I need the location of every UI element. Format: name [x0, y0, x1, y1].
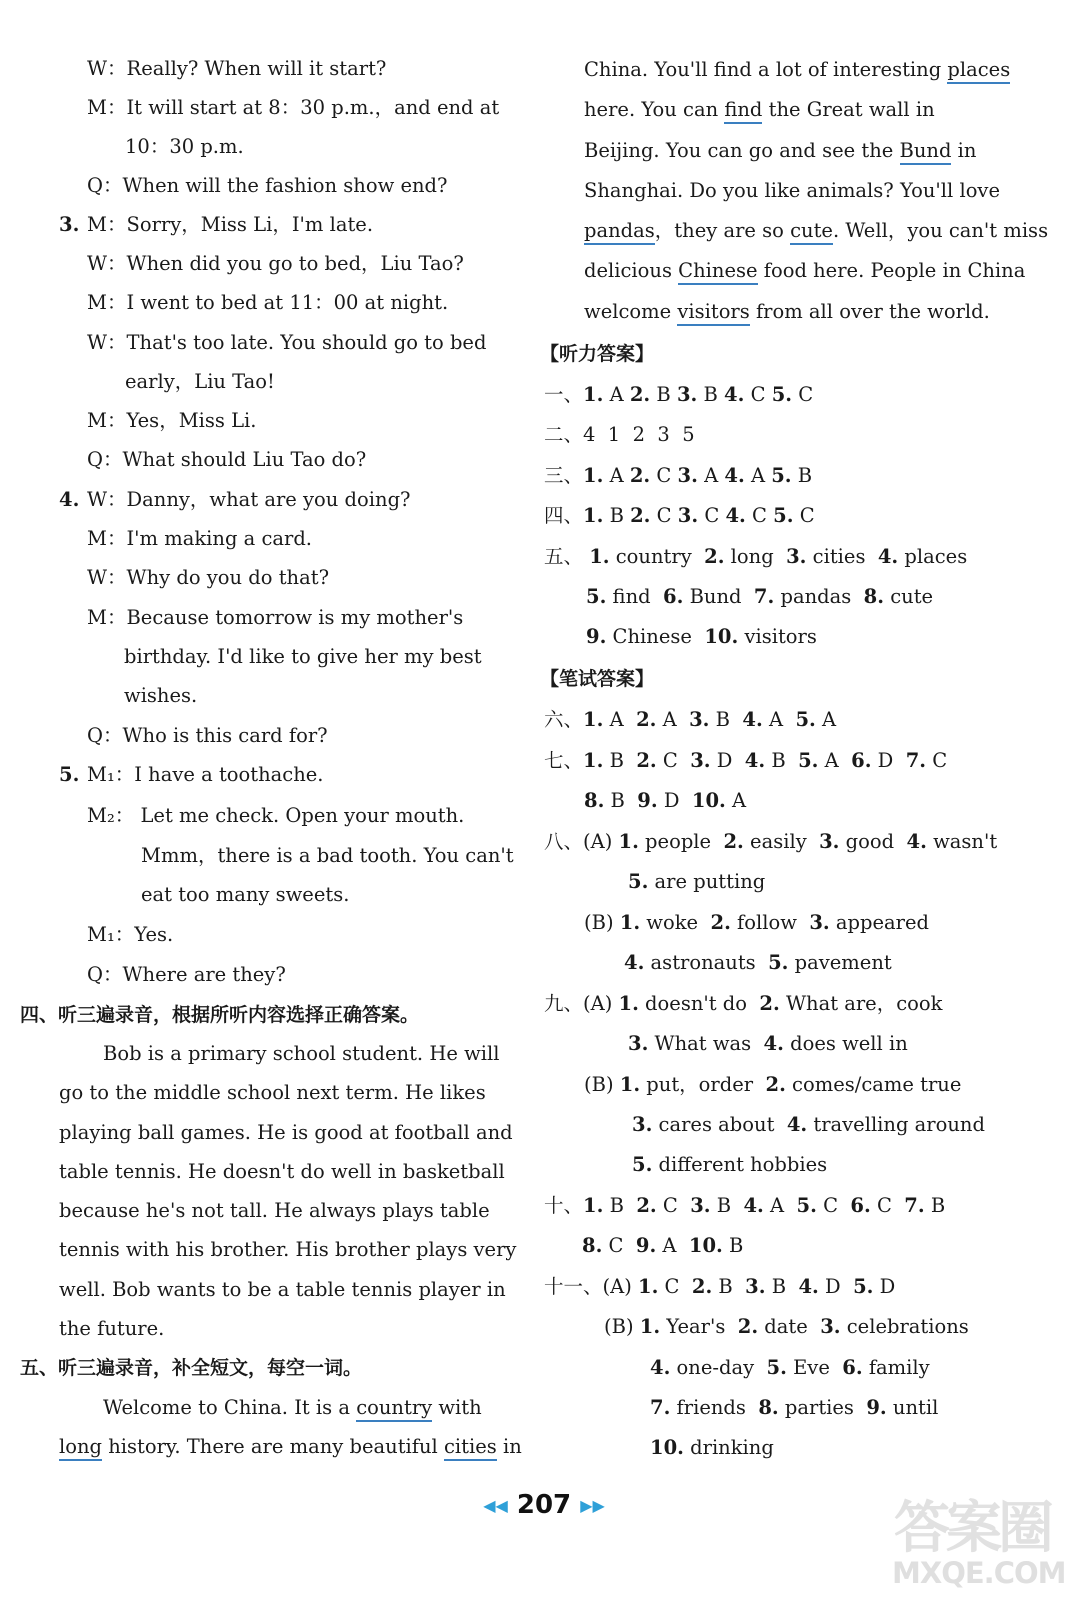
- answer-text: 八、(A): [544, 830, 619, 853]
- section-title-4: 四、听三遍录音，根据所听内容选择正确答案。: [20, 1004, 420, 1026]
- answer-text: astronauts: [644, 951, 769, 974]
- answer-text: celebrations: [840, 1315, 969, 1338]
- answer-number: 10.: [688, 1234, 723, 1257]
- answer-text: appeared: [829, 911, 929, 934]
- dialogue-line: 10：30 p.m.: [125, 135, 244, 158]
- answer-text: does well in: [783, 1032, 908, 1055]
- answer-number: 2.: [759, 992, 780, 1015]
- answer-number: 2.: [629, 464, 651, 487]
- answer-text: 七、: [544, 749, 584, 772]
- answer-number: 5.: [632, 1153, 653, 1176]
- answer-blank: Bund: [900, 139, 952, 165]
- answer-text: 九、(A): [544, 992, 619, 1015]
- answer-number: 7.: [753, 585, 775, 608]
- answer-text: C: [870, 1194, 905, 1217]
- answer-number: 2.: [630, 504, 651, 527]
- answer-number: 2.: [636, 749, 657, 772]
- answer-row: [584, 788, 746, 814]
- passage-line: Beijing. You can go and see the Bund in: [584, 138, 976, 164]
- answer-text: parties: [778, 1396, 867, 1419]
- answer-text: B: [603, 504, 631, 527]
- answer-number: 5.: [771, 383, 793, 406]
- answer-number: 1.: [583, 749, 604, 772]
- answer-text: A: [762, 708, 796, 731]
- answer-text: places: [898, 545, 968, 568]
- answer-number: 4.: [786, 1113, 808, 1136]
- answer-number: 2.: [636, 708, 657, 731]
- item-number: 5.: [59, 763, 80, 786]
- answer-text: B: [603, 749, 637, 772]
- answer-number: 5.: [766, 1356, 787, 1379]
- answer-text: 六、: [544, 708, 584, 731]
- answer-row: [582, 1233, 743, 1259]
- answer-number: 4.: [877, 545, 899, 568]
- answer-text: wasn't: [926, 830, 998, 853]
- dialogue-line: M₁：I have a toothache.: [87, 763, 324, 786]
- passage-line: Welcome to China. It is a country with: [103, 1395, 482, 1421]
- answer-row: [586, 624, 817, 650]
- answer-number: 3.: [632, 1113, 653, 1136]
- answer-number: 3.: [677, 504, 699, 527]
- answer-row: [628, 1031, 908, 1057]
- answer-number: 5.: [798, 749, 819, 772]
- answer-number: 9.: [586, 625, 607, 648]
- answer-number: 5.: [796, 1194, 817, 1217]
- answer-text: Bund: [683, 585, 754, 608]
- watermark-url: MXQE.COM: [892, 1556, 1066, 1590]
- answer-text: different hobbies: [652, 1153, 828, 1176]
- answer-blank: visitors: [677, 300, 749, 326]
- answer-number: 7.: [904, 1194, 925, 1217]
- answer-number: 1.: [638, 1275, 659, 1298]
- answer-number: 3.: [786, 545, 807, 568]
- passage-line: long history. There are many beautiful cities in: [59, 1434, 522, 1460]
- dialogue-line: M：Because tomorrow is my mother's: [87, 606, 464, 629]
- answer-number: 5.: [771, 464, 792, 487]
- answer-number: 2.: [723, 830, 744, 853]
- answer-text: B: [712, 1275, 746, 1298]
- answer-text: C: [698, 504, 726, 527]
- answer-number: 9.: [635, 1234, 657, 1257]
- page-number: 207: [516, 1490, 572, 1520]
- answer-text: pandas: [774, 585, 864, 608]
- answer-text: A: [697, 464, 725, 487]
- answer-text: Year's: [660, 1315, 738, 1338]
- answer-number: 3.: [820, 1315, 841, 1338]
- passage-line: pandas，they are so cute. Well，you can't miss: [584, 218, 1048, 244]
- answer-text: C: [816, 1194, 851, 1217]
- answer-row: [544, 707, 836, 733]
- answer-number: 3.: [809, 911, 830, 934]
- answer-text: A: [725, 789, 747, 812]
- answer-number: 4.: [744, 749, 766, 772]
- dialogue-line: M₁：Yes.: [87, 923, 174, 946]
- answer-text: easily: [743, 830, 820, 853]
- answer-text: doesn't do: [638, 992, 760, 1015]
- answer-number: 8.: [758, 1396, 779, 1419]
- answer-number: 2.: [636, 1194, 657, 1217]
- answer-number: 6.: [850, 1194, 871, 1217]
- passage-line: delicious Chinese food here. People in China: [584, 258, 1025, 284]
- answer-text: A: [763, 1194, 797, 1217]
- answer-number: 5.: [853, 1275, 874, 1298]
- answer-number: 4.: [624, 951, 645, 974]
- answer-text: country: [609, 545, 705, 568]
- answer-row: [584, 1072, 961, 1098]
- answer-number: 1.: [639, 1315, 661, 1338]
- answer-number: 2.: [691, 1275, 713, 1298]
- dialogue-line: W：Danny，what are you doing?: [87, 488, 411, 511]
- answer-number: 9.: [866, 1396, 887, 1419]
- answer-text: B: [604, 789, 638, 812]
- answer-row: [632, 1112, 985, 1138]
- answer-text: C: [650, 504, 678, 527]
- answer-row: [650, 1435, 774, 1461]
- answer-text: C: [602, 1234, 636, 1257]
- answer-blank: cute: [790, 219, 833, 245]
- passage-line: table tennis. He doesn't do well in basketball: [59, 1160, 505, 1183]
- passage-line: playing ball games. He is good at football and: [59, 1121, 513, 1144]
- item-number: 3.: [59, 213, 80, 236]
- answer-text: put，order: [640, 1073, 766, 1096]
- answer-number: 2.: [765, 1073, 786, 1096]
- answer-number: 1.: [583, 383, 604, 406]
- answer-text: cares about: [652, 1113, 787, 1136]
- answer-number: 7.: [905, 749, 927, 772]
- answer-text: B: [924, 1194, 946, 1217]
- answer-text: A: [744, 464, 772, 487]
- passage-line: Shanghai. Do you like animals? You'll love: [584, 179, 1000, 202]
- answer-number: 4.: [742, 708, 763, 731]
- answer-text: find: [606, 585, 664, 608]
- answer-number: 1.: [619, 1073, 641, 1096]
- passage-line: because he's not tall. He always plays table: [59, 1199, 490, 1222]
- answer-text: good: [839, 830, 907, 853]
- dialogue-line: M：It will start at 8：30 p.m.，and end at: [87, 96, 500, 119]
- answer-number: 4.: [725, 504, 746, 527]
- answer-row: [650, 1395, 938, 1421]
- dialogue-line: eat too many sweets.: [141, 883, 350, 906]
- dialogue-line: Mmm，there is a bad tooth. You can't: [141, 844, 514, 867]
- answer-number: 3.: [628, 1032, 649, 1055]
- answer-number: 6.: [842, 1356, 863, 1379]
- answer-text: follow: [730, 911, 810, 934]
- answer-number: 1.: [618, 992, 639, 1015]
- answer-row: [604, 1314, 969, 1340]
- answer-row: [544, 463, 812, 489]
- answer-text: B: [697, 383, 725, 406]
- section-title-5: 五、听三遍录音，补全短文，每空一词。: [20, 1357, 363, 1379]
- answer-text: D: [873, 1275, 896, 1298]
- answer-text: A: [818, 749, 852, 772]
- passage-line: welcome visitors from all over the world.: [584, 299, 990, 325]
- answer-text: B: [791, 464, 813, 487]
- answer-text: long: [724, 545, 787, 568]
- dialogue-line: W：That's too late. You should go to bed: [87, 331, 487, 354]
- answer-row: [628, 869, 765, 895]
- answer-blank: country: [356, 1396, 432, 1422]
- answer-text: C: [744, 383, 772, 406]
- answer-number: 2.: [737, 1315, 759, 1338]
- answer-number: 2.: [629, 383, 651, 406]
- answer-row: [544, 1193, 945, 1219]
- answer-row: [650, 1355, 930, 1381]
- passage-line: China. You'll find a lot of interesting places: [584, 57, 1010, 83]
- answer-number: 4.: [798, 1275, 819, 1298]
- dialogue-line: M：Yes，Miss Li.: [87, 409, 257, 432]
- answer-text: D: [710, 749, 745, 772]
- answer-number: 5.: [768, 951, 789, 974]
- answer-number: 4.: [763, 1032, 784, 1055]
- answer-number: 5.: [628, 870, 649, 893]
- answer-text: (B): [584, 1073, 620, 1096]
- answer-blank: places: [947, 58, 1010, 84]
- answer-number: 1.: [583, 464, 604, 487]
- answer-number: 4.: [724, 464, 745, 487]
- dialogue-line: M：Sorry，Miss Li，I'm late.: [87, 213, 374, 236]
- answer-text: 三、: [544, 464, 584, 487]
- answer-text: comes/came true: [785, 1073, 962, 1096]
- answer-number: 3.: [676, 383, 698, 406]
- answer-number: 3.: [690, 1194, 711, 1217]
- answer-number: 5.: [795, 708, 816, 731]
- answer-number: 2.: [710, 911, 731, 934]
- answer-text: drinking: [683, 1436, 774, 1459]
- watermark-text: 答案圈: [894, 1496, 1050, 1561]
- answer-text: B: [709, 708, 743, 731]
- answer-text: C: [792, 383, 814, 406]
- dialogue-line: M₂： Let me check. Open your mouth.: [87, 804, 465, 827]
- answer-row: [544, 991, 942, 1017]
- answer-text: B: [722, 1234, 744, 1257]
- answer-row: [544, 382, 813, 408]
- answer-text: A: [603, 383, 630, 406]
- answer-number: 3.: [690, 749, 711, 772]
- answer-row: [544, 1274, 895, 1300]
- answer-number: 6.: [663, 585, 684, 608]
- answer-text: friends: [670, 1396, 759, 1419]
- answer-text: one-day: [670, 1356, 767, 1379]
- answer-number: 9.: [637, 789, 658, 812]
- answer-number: 1.: [618, 830, 639, 853]
- answer-number: 5.: [773, 504, 794, 527]
- answer-number: 4.: [724, 383, 745, 406]
- dialogue-line: M：I'm making a card.: [87, 527, 313, 550]
- answer-text: until: [886, 1396, 939, 1419]
- answer-number: 2.: [704, 545, 725, 568]
- answer-number: 10.: [691, 789, 726, 812]
- answer-text: C: [745, 504, 774, 527]
- answer-text: A: [656, 708, 690, 731]
- answer-text: C: [793, 504, 815, 527]
- listening-answers-title: 【听力答案】: [540, 343, 655, 365]
- passage-line: well. Bob wants to be a table tennis player in: [59, 1278, 506, 1301]
- answer-row: 二、4 1 2 3 5: [544, 423, 695, 446]
- answer-number: 10.: [650, 1436, 684, 1459]
- answer-blank: cities: [444, 1435, 497, 1461]
- answer-blank: pandas: [584, 219, 655, 245]
- answer-text: D: [818, 1275, 854, 1298]
- answer-text: B: [765, 749, 799, 772]
- answer-text: A: [656, 1234, 689, 1257]
- answer-text: visitors: [738, 625, 817, 648]
- answer-text: pavement: [788, 951, 892, 974]
- answer-number: 1.: [583, 708, 604, 731]
- answer-number: 8.: [584, 789, 605, 812]
- answer-number: 6.: [851, 749, 872, 772]
- answer-text: are putting: [648, 870, 766, 893]
- answer-number: 10.: [704, 625, 739, 648]
- answer-text: travelling around: [807, 1113, 985, 1136]
- answer-text: B: [650, 383, 677, 406]
- answer-blank: find: [724, 98, 762, 124]
- answer-blank: Chinese: [678, 259, 757, 285]
- answer-number: 4.: [743, 1194, 764, 1217]
- answer-text: 十一、(A): [544, 1275, 638, 1298]
- answer-number: 3.: [745, 1275, 766, 1298]
- answer-row: [544, 544, 967, 570]
- answer-text: A: [603, 708, 637, 731]
- dialogue-line: birthday. I'd like to give her my best: [124, 645, 482, 668]
- watermark-logo: [890, 1482, 1070, 1594]
- answer-text: What are，cook: [779, 992, 943, 1015]
- answer-number: 3.: [689, 708, 710, 731]
- answer-text: B: [765, 1275, 799, 1298]
- next-arrows-icon: ▶▶: [580, 1496, 605, 1515]
- answer-text: B: [710, 1194, 744, 1217]
- answer-row: [544, 748, 947, 774]
- answer-row: [584, 910, 929, 936]
- question-line: Q：When will the fashion show end?: [87, 174, 448, 197]
- answer-text: D: [657, 789, 692, 812]
- answer-number: 8.: [863, 585, 885, 608]
- answer-text: What was: [648, 1032, 764, 1055]
- question-line: Q：What should Liu Tao do?: [87, 448, 367, 471]
- dialogue-line: W：When did you go to bed，Liu Tao?: [87, 252, 464, 275]
- answer-number: 7.: [650, 1396, 671, 1419]
- answer-text: date: [758, 1315, 821, 1338]
- answer-text: A: [603, 464, 630, 487]
- answer-text: A: [815, 708, 837, 731]
- answer-row: [632, 1152, 827, 1178]
- answer-number: 1.: [589, 545, 610, 568]
- answer-text: B: [603, 1194, 637, 1217]
- answer-number: 4.: [906, 830, 927, 853]
- item-number: 4.: [59, 488, 80, 511]
- answer-row: [624, 950, 892, 976]
- answer-text: 十、: [544, 1194, 584, 1217]
- question-line: Q：Where are they?: [87, 963, 286, 986]
- answer-text: C: [656, 1194, 691, 1217]
- passage-line: Bob is a primary school student. He will: [103, 1042, 500, 1065]
- answer-text: cities: [806, 545, 878, 568]
- answer-row: [544, 503, 815, 529]
- answer-text: 四、: [544, 504, 584, 527]
- answer-number: 1.: [619, 911, 641, 934]
- answer-number: 3.: [819, 830, 840, 853]
- answer-blank: long: [59, 1435, 102, 1461]
- answer-text: cute: [884, 585, 934, 608]
- answer-text: family: [862, 1356, 930, 1379]
- answer-text: Eve: [786, 1356, 843, 1379]
- answer-row: [544, 829, 997, 855]
- passage-line: go to the middle school next term. He likes: [59, 1081, 486, 1104]
- passage-line: the future.: [59, 1317, 165, 1340]
- dialogue-line: wishes.: [124, 684, 198, 707]
- answer-text: Chinese: [606, 625, 705, 648]
- dialogue-line: W：Really? When will it start?: [87, 57, 387, 80]
- passage-line: here. You can find the Great wall in: [584, 97, 935, 123]
- answer-text: (B): [584, 911, 620, 934]
- prev-arrows-icon: ◀◀: [483, 1496, 508, 1515]
- question-line: Q：Who is this card for?: [87, 724, 328, 747]
- answer-text: 一、: [544, 383, 584, 406]
- answer-number: 3.: [677, 464, 698, 487]
- answer-number: 5.: [586, 585, 607, 608]
- answer-number: 4.: [650, 1356, 671, 1379]
- dialogue-line: W：Why do you do that?: [87, 566, 330, 589]
- dialogue-line: M：I went to bed at 11：00 at night.: [87, 291, 449, 314]
- answer-text: C: [658, 1275, 692, 1298]
- answer-text: woke: [640, 911, 711, 934]
- dialogue-line: early，Liu Tao!: [125, 370, 275, 393]
- written-answers-title: 【笔试答案】: [540, 668, 655, 690]
- answer-text: C: [656, 749, 691, 772]
- answer-row: [586, 584, 933, 610]
- answer-text: (B): [604, 1315, 640, 1338]
- answer-text: 五、: [544, 545, 590, 568]
- answer-text: C: [926, 749, 948, 772]
- answer-text: C: [650, 464, 678, 487]
- answer-number: 1.: [583, 504, 604, 527]
- answer-text: people: [638, 830, 724, 853]
- answer-number: 1.: [583, 1194, 604, 1217]
- answer-number: 8.: [582, 1234, 603, 1257]
- passage-line: tennis with his brother. His brother plays very: [59, 1238, 517, 1261]
- answer-text: D: [871, 749, 906, 772]
